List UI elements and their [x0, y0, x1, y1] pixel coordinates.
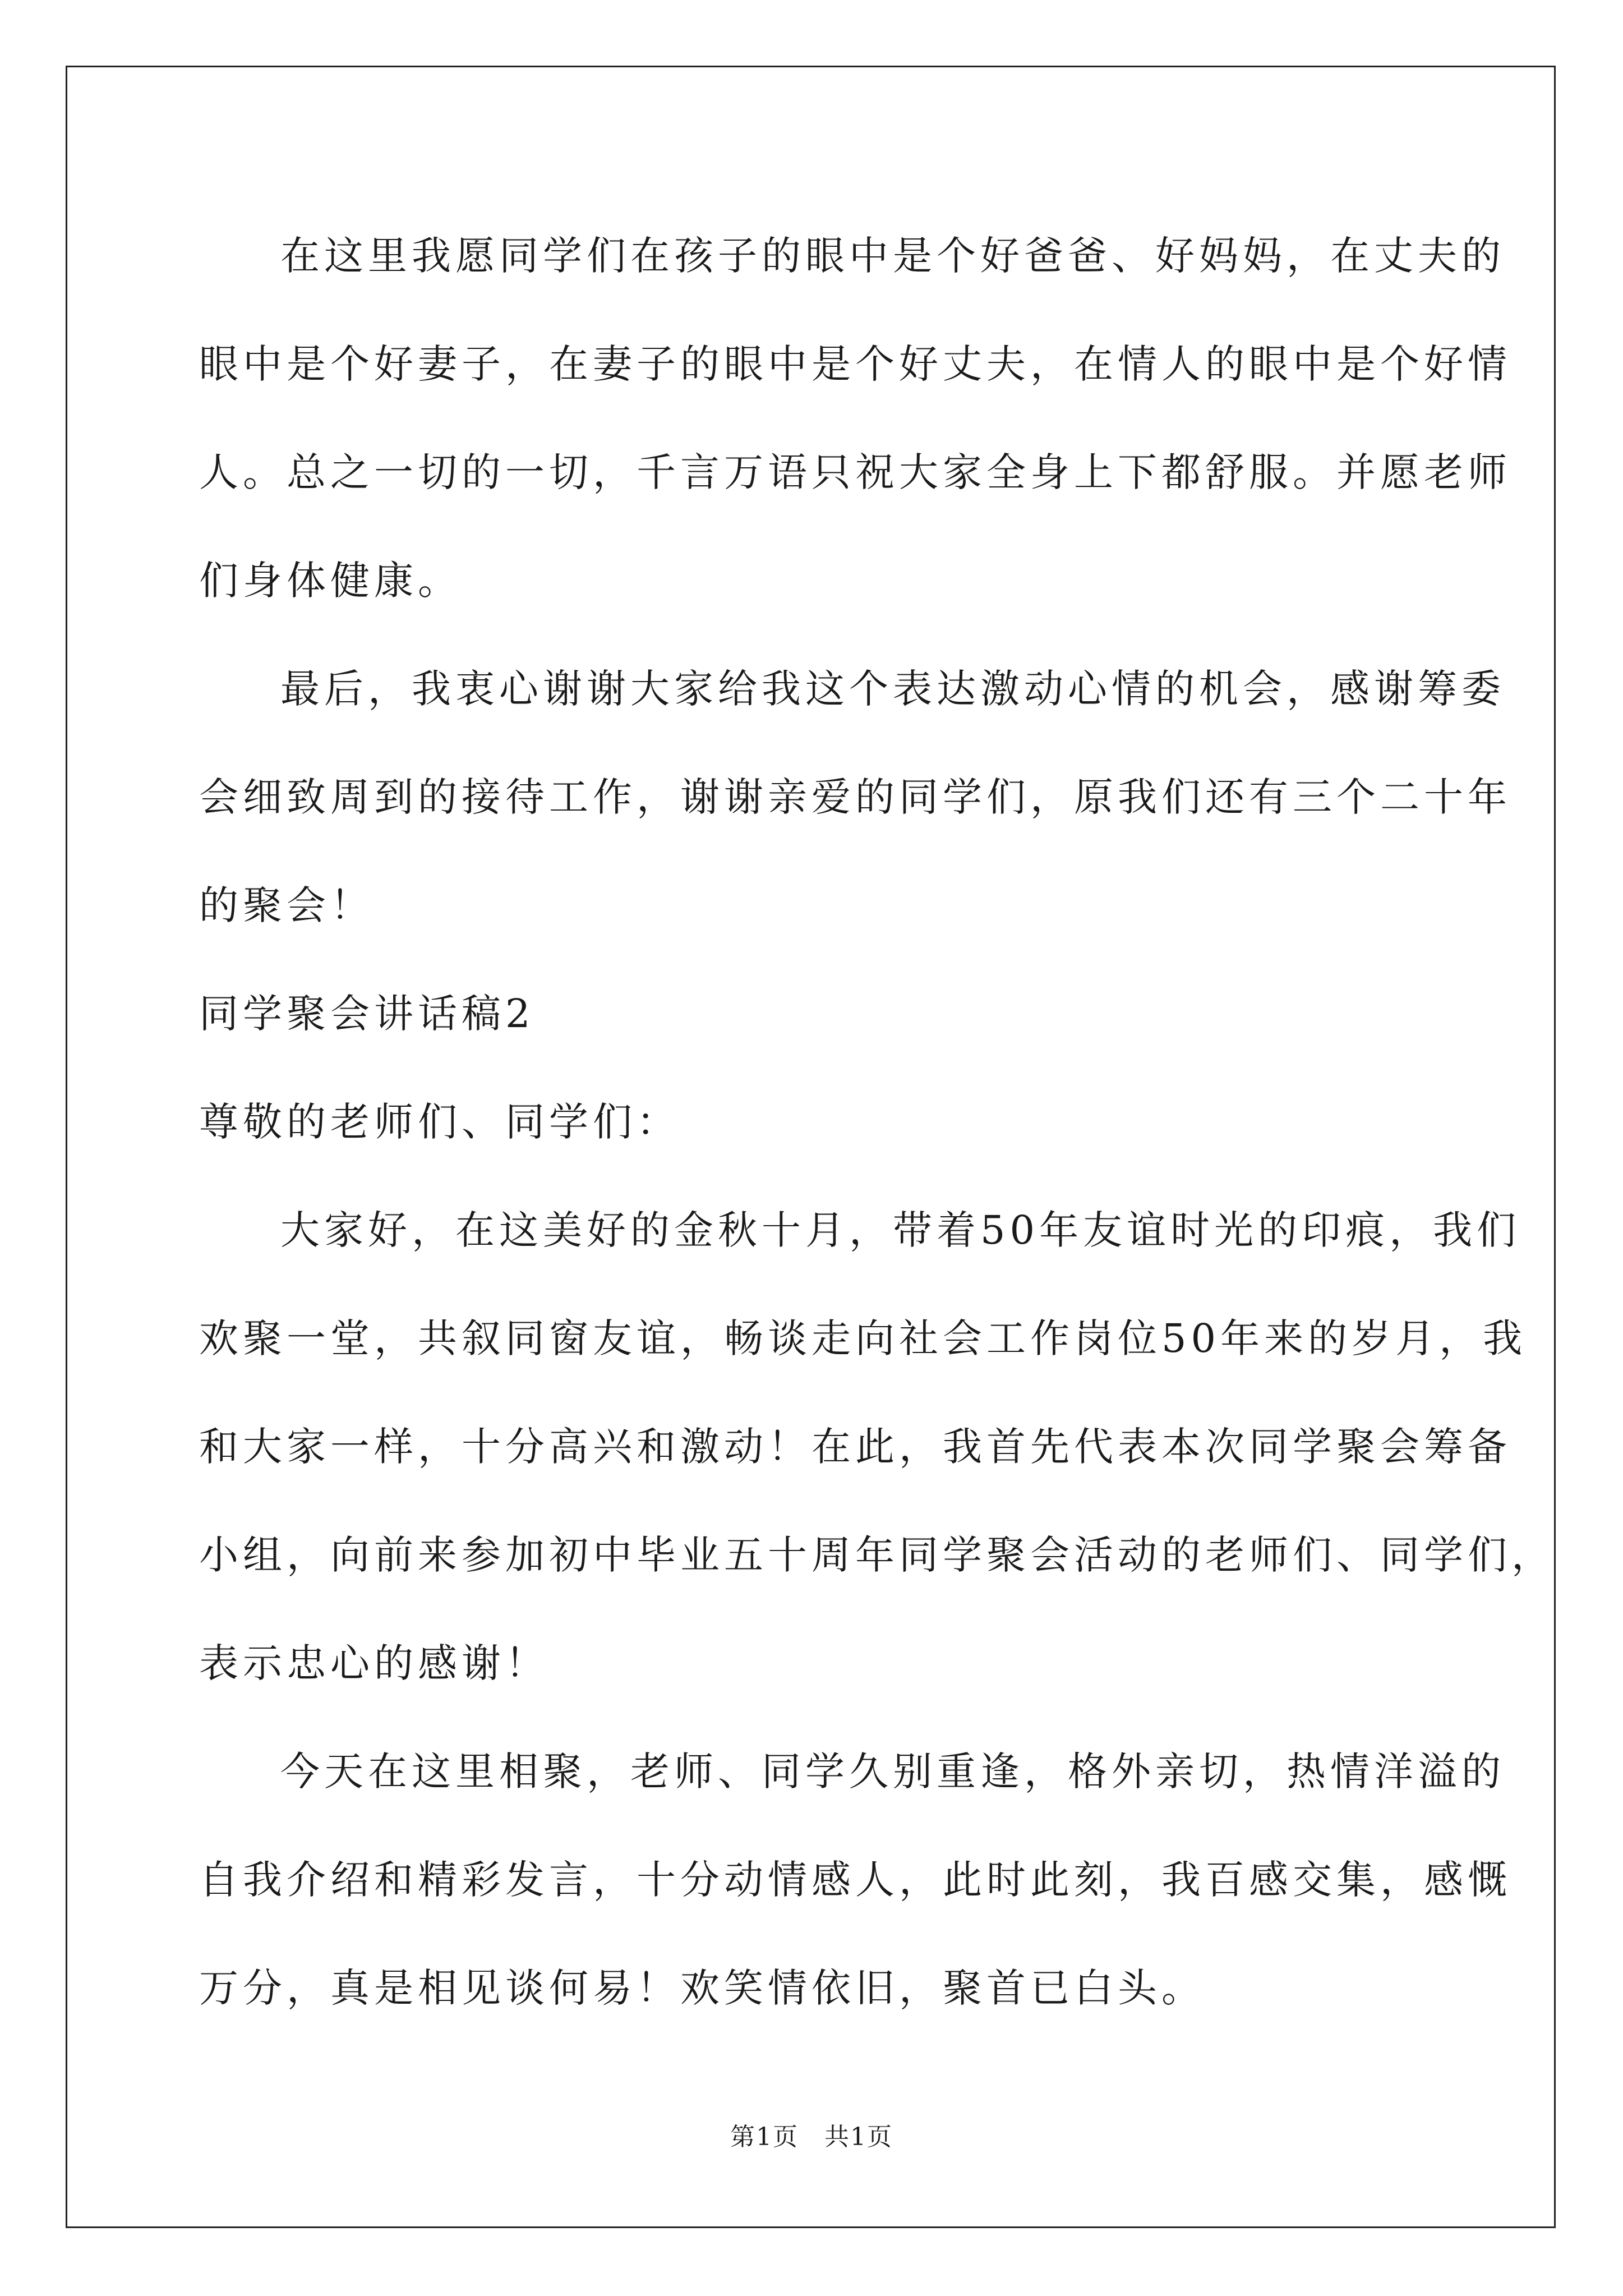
text-line: 和大家一样，十分高兴和激动！在此，我首先代表本次同学聚会筹备	[199, 1424, 1511, 1470]
text-line: 们身体健康。	[199, 558, 462, 604]
text-line: 万分，真是相见谈何易！欢笑情依旧，聚首已白头。	[199, 1965, 1205, 2011]
text-line: 自我介绍和精彩发言，十分动情感人，此时此刻，我百感交集，感慨	[199, 1857, 1511, 1903]
section-heading: 同学聚会讲话稿2	[199, 991, 535, 1037]
text-line: 大家好，在这美好的金秋十月，带着50年友谊时光的印痕，我们	[280, 1207, 1521, 1253]
salutation: 尊敬的老师们、同学们：	[199, 1099, 680, 1145]
text-line: 小组，向前来参加初中毕业五十周年同学聚会活动的老师们、同学们，	[199, 1532, 1555, 1578]
document-body	[199, 202, 1555, 2042]
text-line: 眼中是个好妻子，在妻子的眼中是个好丈夫，在情人的眼中是个好情	[199, 341, 1511, 387]
text-line: 的聚会！	[199, 882, 374, 928]
text-line: 最后，我衷心谢谢大家给我这个表达激动心情的机会，感谢筹委	[280, 666, 1505, 712]
text-line: 欢聚一堂，共叙同窗友谊，畅谈走向社会工作岗位50年来的岁月，我	[199, 1315, 1527, 1361]
text-line: 在这里我愿同学们在孩子的眼中是个好爸爸、好妈妈，在丈夫的	[280, 233, 1505, 279]
text-line: 人。总之一切的一切，千言万语只祝大家全身上下都舒服。并愿老师	[199, 449, 1511, 495]
text-line: 表示忠心的感谢！	[199, 1640, 549, 1686]
text-line: 会细致周到的接待工作，谢谢亲爱的同学们，原我们还有三个二十年	[199, 774, 1511, 820]
page-footer: 第1页 共1页	[730, 2123, 893, 2151]
text-line: 今天在这里相聚，老师、同学久别重逢，格外亲切，热情洋溢的	[280, 1749, 1505, 1795]
